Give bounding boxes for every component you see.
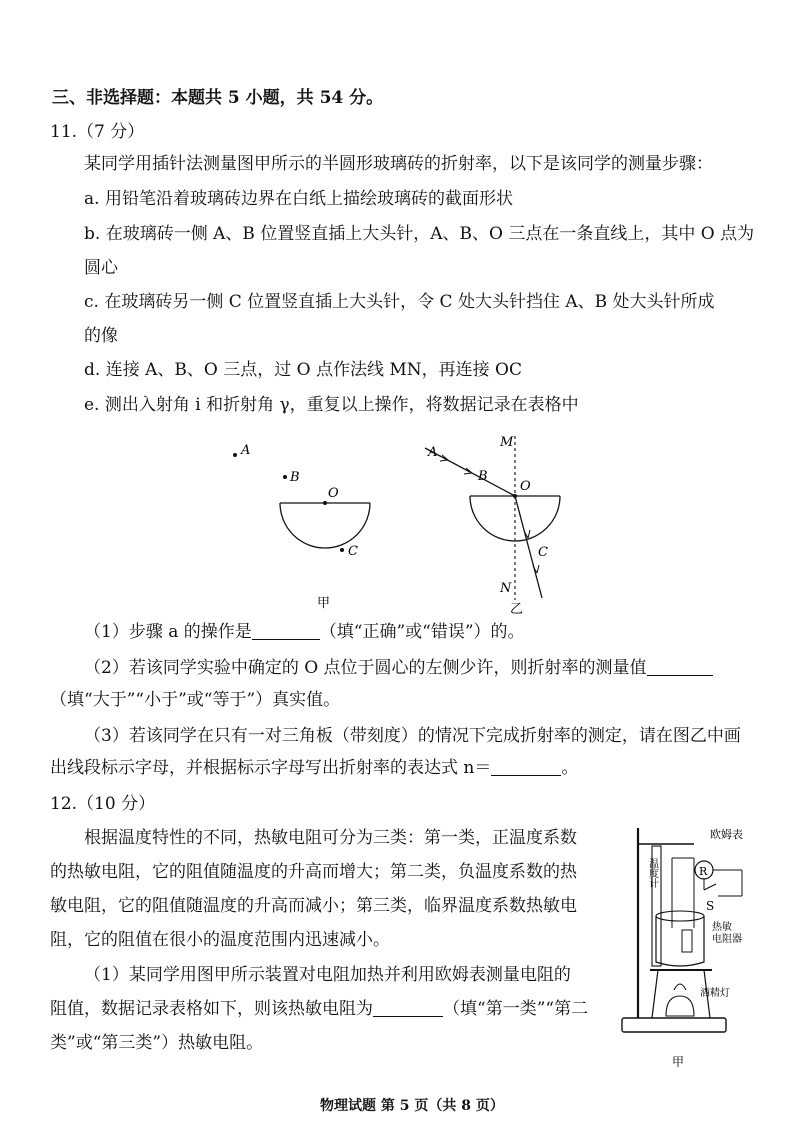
q12-sub1-line3: 类”或“第三类”）热敏电阻。 [50,1033,264,1053]
q12-sub1-line2 [50,997,588,1021]
q11-sub1-post: （填“正确”或“错误”）的。 [319,622,525,642]
incident-ray [425,448,515,496]
q11-sub3-blank[interactable] [491,757,561,776]
label-b: B [290,470,300,485]
q11-sub3-line2 [50,756,578,780]
q12-p1-line2: 的热敏电阻，它的阻值随温度的升高而增大；第二类，负温度系数的热 [50,862,577,882]
switch-icon [704,884,716,890]
q11-sub1 [84,620,525,644]
label-a-yi: A [428,445,438,460]
q11-step-c-line2: 的像 [84,326,118,346]
switch-label: S [706,899,715,913]
label-o: O [328,486,339,501]
label-o-yi: O [520,479,531,494]
point-o-dot-yi [513,494,517,498]
q11-title: 11.（7 分） [50,122,145,142]
heater-label-2: 电阻器 [712,934,742,945]
flame-icon [674,984,686,990]
label-b-yi: B [478,469,488,484]
q11-sub3-pre: 出线段标示字母，并根据标示字母写出折射率的表达式 n＝ [50,758,492,778]
q11-sub2-cont: （填“大于”“小于”或“等于”）真实值。 [50,690,341,710]
label-c-yi: C [538,545,548,560]
q12-p1-line4: 阻，它的阻值在很小的温度范围内迅速减小。 [50,930,390,950]
q11-step-b-line2: 圆心 [84,258,118,278]
ohmmeter-r-label: R [699,865,708,878]
q11-step-c-line1: c. 在玻璃砖另一侧 C 位置竖直插上大头针，令 C 处大头针挡住 A、B 处大头针所成 [84,292,715,312]
q11-sub1-blank[interactable] [252,621,320,640]
heater-label-1: 热敏 [712,922,732,933]
q11-sub1-pre: （1）步骤 a 的操作是 [84,622,252,642]
pin-a-dot [233,453,237,457]
q12-title: 12.（10 分） [50,794,156,814]
q12-p1-line1: 根据温度特性的不同，热敏电阻可分为三类：第一类，正温度系数 [84,828,577,848]
q11-sub2-pre: （2）若该同学实验中确定的 O 点位于圆心的左侧少许，则折射率的测量值 [84,658,647,678]
q12-p1-line3: 敏电阻，它的阻值随温度的升高而减小；第三类，临界温度系数热敏电 [50,896,577,916]
thermometer-label: 温度计 [646,858,658,888]
alcohol-lamp-icon [666,996,694,1016]
label-a: A [241,443,251,458]
page-footer: 物理试题 第 5 页（共 8 页） [320,1098,504,1114]
q12-sub1-line1: （1）某同学用图甲所示装置对电阻加热并利用欧姆表测量电阻的 [84,965,571,985]
figure-jia-caption: 甲 [317,596,331,611]
q11-step-d: d. 连接 A、B、O 三点，过 O 点作法线 MN，再连接 OC [84,360,522,380]
q12-sub1-post: （填“第一类”“第二 [443,999,589,1019]
q11-sub2 [84,656,713,680]
figure-yi [410,428,580,618]
q11-intro: 某同学用插针法测量图甲所示的半圆形玻璃砖的折射率，以下是该同学的测量步骤： [84,154,713,174]
q11-step-b-line1: b. 在玻璃砖一侧 A、B 位置竖直插上大头针，A、B、O 三点在一条直线上，其中 O 点为 [84,224,755,244]
section-header: 三、非选择题：本题共 5 小题，共 54 分。 [52,88,384,108]
figure-jia [220,435,380,615]
semicircle-arc [280,503,370,548]
q11-sub3-line1: （3）若该同学在只有一对三角板（带刻度）的情况下完成折射率的测定，请在图乙中画 [84,726,741,746]
beaker-rim [656,911,704,921]
beaker-icon [656,916,704,966]
apparatus-caption: 甲 [672,1055,685,1069]
q11-sub3-post: 。 [561,758,579,778]
label-c: C [348,544,358,559]
lamp-label: 酒精灯 [700,988,730,999]
figure-apparatus [612,818,790,1078]
point-o-dot [323,501,327,505]
pin-b-dot [283,475,287,479]
q11-sub2-blank[interactable] [647,657,713,676]
label-n: N [500,581,512,596]
label-m: M [500,435,514,450]
ohmmeter-label: 欧姆表 [710,828,743,841]
q11-step-a: a. 用铅笔沿着玻璃砖边界在白纸上描绘玻璃砖的截面形状 [84,189,513,209]
figure-yi-caption: 乙 [510,602,524,617]
pin-c-dot [340,548,344,552]
q12-sub1-pre: 阻值，数据记录表格如下，则该热敏电阻为 [50,999,373,1019]
thermistor-icon [682,930,692,952]
q12-sub1-blank[interactable] [373,998,443,1017]
stand-base [622,1018,726,1032]
tripod-leg-left [652,970,658,1018]
q11-step-e: e. 测出入射角 i 和折射角 γ，重复以上操作，将数据记录在表格中 [84,395,579,415]
